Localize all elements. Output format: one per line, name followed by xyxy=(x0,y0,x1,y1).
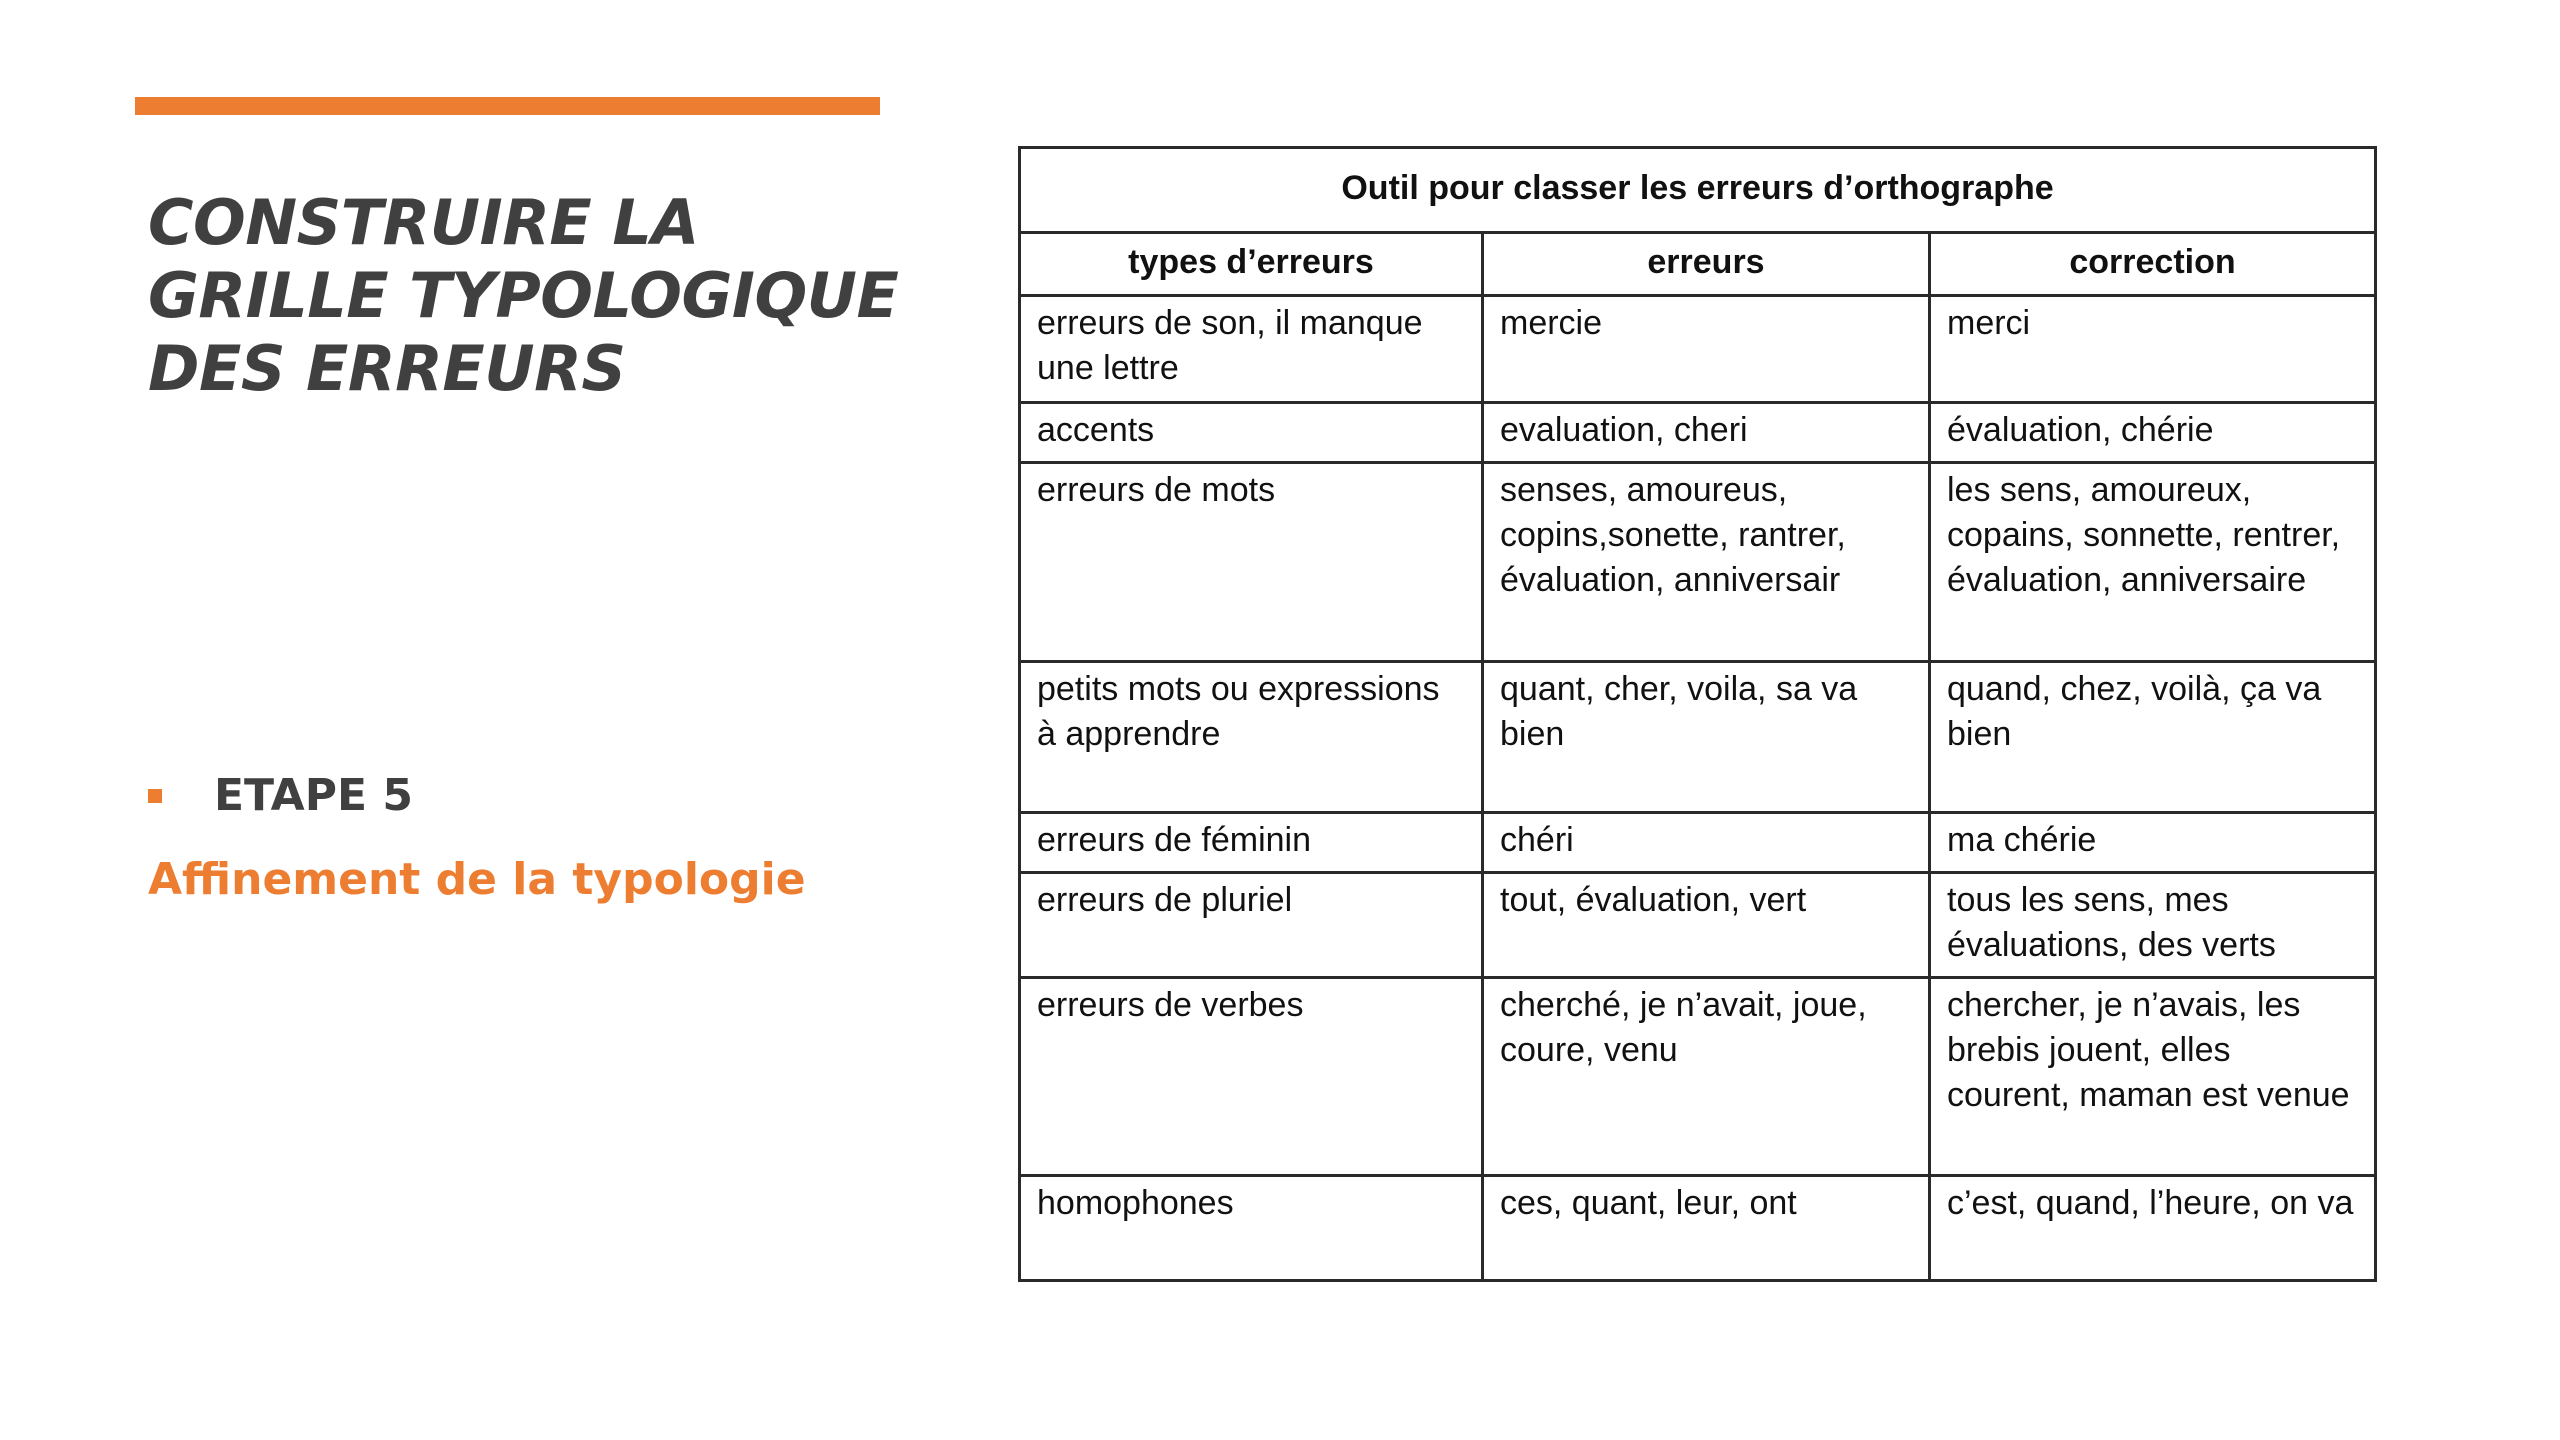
cell-error-type: petits mots ou expressions à apprendre xyxy=(1020,662,1483,813)
cell-correction: quand, chez, voilà, ça va bien xyxy=(1930,662,2376,813)
cell-error-type: erreurs de son, il manque une lettre xyxy=(1020,296,1483,403)
cell-error-type: erreurs de pluriel xyxy=(1020,873,1483,978)
cell-correction: évaluation, chérie xyxy=(1930,403,2376,463)
table-row xyxy=(1020,978,2376,1176)
cell-error-example: quant, cher, voila, sa va bien xyxy=(1483,662,1930,813)
cell-error-type: erreurs de féminin xyxy=(1020,813,1483,873)
cell-error-example: ces, quant, leur, ont xyxy=(1483,1176,1930,1281)
cell-error-example: chéri xyxy=(1483,813,1930,873)
step-item xyxy=(148,768,413,824)
cell-correction: merci xyxy=(1930,296,2376,403)
table-row xyxy=(1020,296,2376,403)
cell-correction: chercher, je n’avais, les brebis jouent, elles courent, maman est venue xyxy=(1930,978,2376,1176)
table-row xyxy=(1020,873,2376,978)
cell-correction: tous les sens, mes évaluations, des verts xyxy=(1930,873,2376,978)
cell-error-example: tout, évaluation, vert xyxy=(1483,873,1930,978)
table-row xyxy=(1020,813,2376,873)
slide-title-line: GRILLE TYPOLOGIQUE xyxy=(148,259,899,332)
cell-error-example: mercie xyxy=(1483,296,1930,403)
step-label: ETAPE 5 xyxy=(214,770,413,821)
title-accent-bar xyxy=(135,97,880,115)
table-caption: Outil pour classer les erreurs d’orthographe xyxy=(1020,148,2376,233)
bullet-square-icon xyxy=(148,789,162,803)
column-header-types: types d’erreurs xyxy=(1020,233,1483,296)
cell-correction: c’est, quand, l’heure, on va xyxy=(1930,1176,2376,1281)
cell-error-example: senses, amoureus, copins,sonette, rantrer, évaluation, anniversair xyxy=(1483,463,1930,662)
cell-error-example: cherché, je n’avait, joue, coure, venu xyxy=(1483,978,1930,1176)
table-row xyxy=(1020,662,2376,813)
slide-title xyxy=(148,186,928,405)
table-row xyxy=(1020,1176,2376,1281)
slide-title-line: CONSTRUIRE LA xyxy=(148,186,699,259)
table-row xyxy=(1020,463,2376,662)
cell-correction: les sens, amoureux, copains, sonnette, rentrer, évaluation, anniversaire xyxy=(1930,463,2376,662)
step-subtitle: Affinement de la typologie xyxy=(148,854,806,905)
cell-error-type: erreurs de mots xyxy=(1020,463,1483,662)
table-row xyxy=(1020,403,2376,463)
cell-error-type: accents xyxy=(1020,403,1483,463)
cell-error-type: erreurs de verbes xyxy=(1020,978,1483,1176)
slide-title-line: DES ERREURS xyxy=(148,332,626,405)
cell-error-type: homophones xyxy=(1020,1176,1483,1281)
cell-error-example: evaluation, cheri xyxy=(1483,403,1930,463)
cell-correction: ma chérie xyxy=(1930,813,2376,873)
column-header-errors: erreurs xyxy=(1483,233,1930,296)
column-header-correction: correction xyxy=(1930,233,2376,296)
error-typology-table xyxy=(1018,146,2377,1282)
